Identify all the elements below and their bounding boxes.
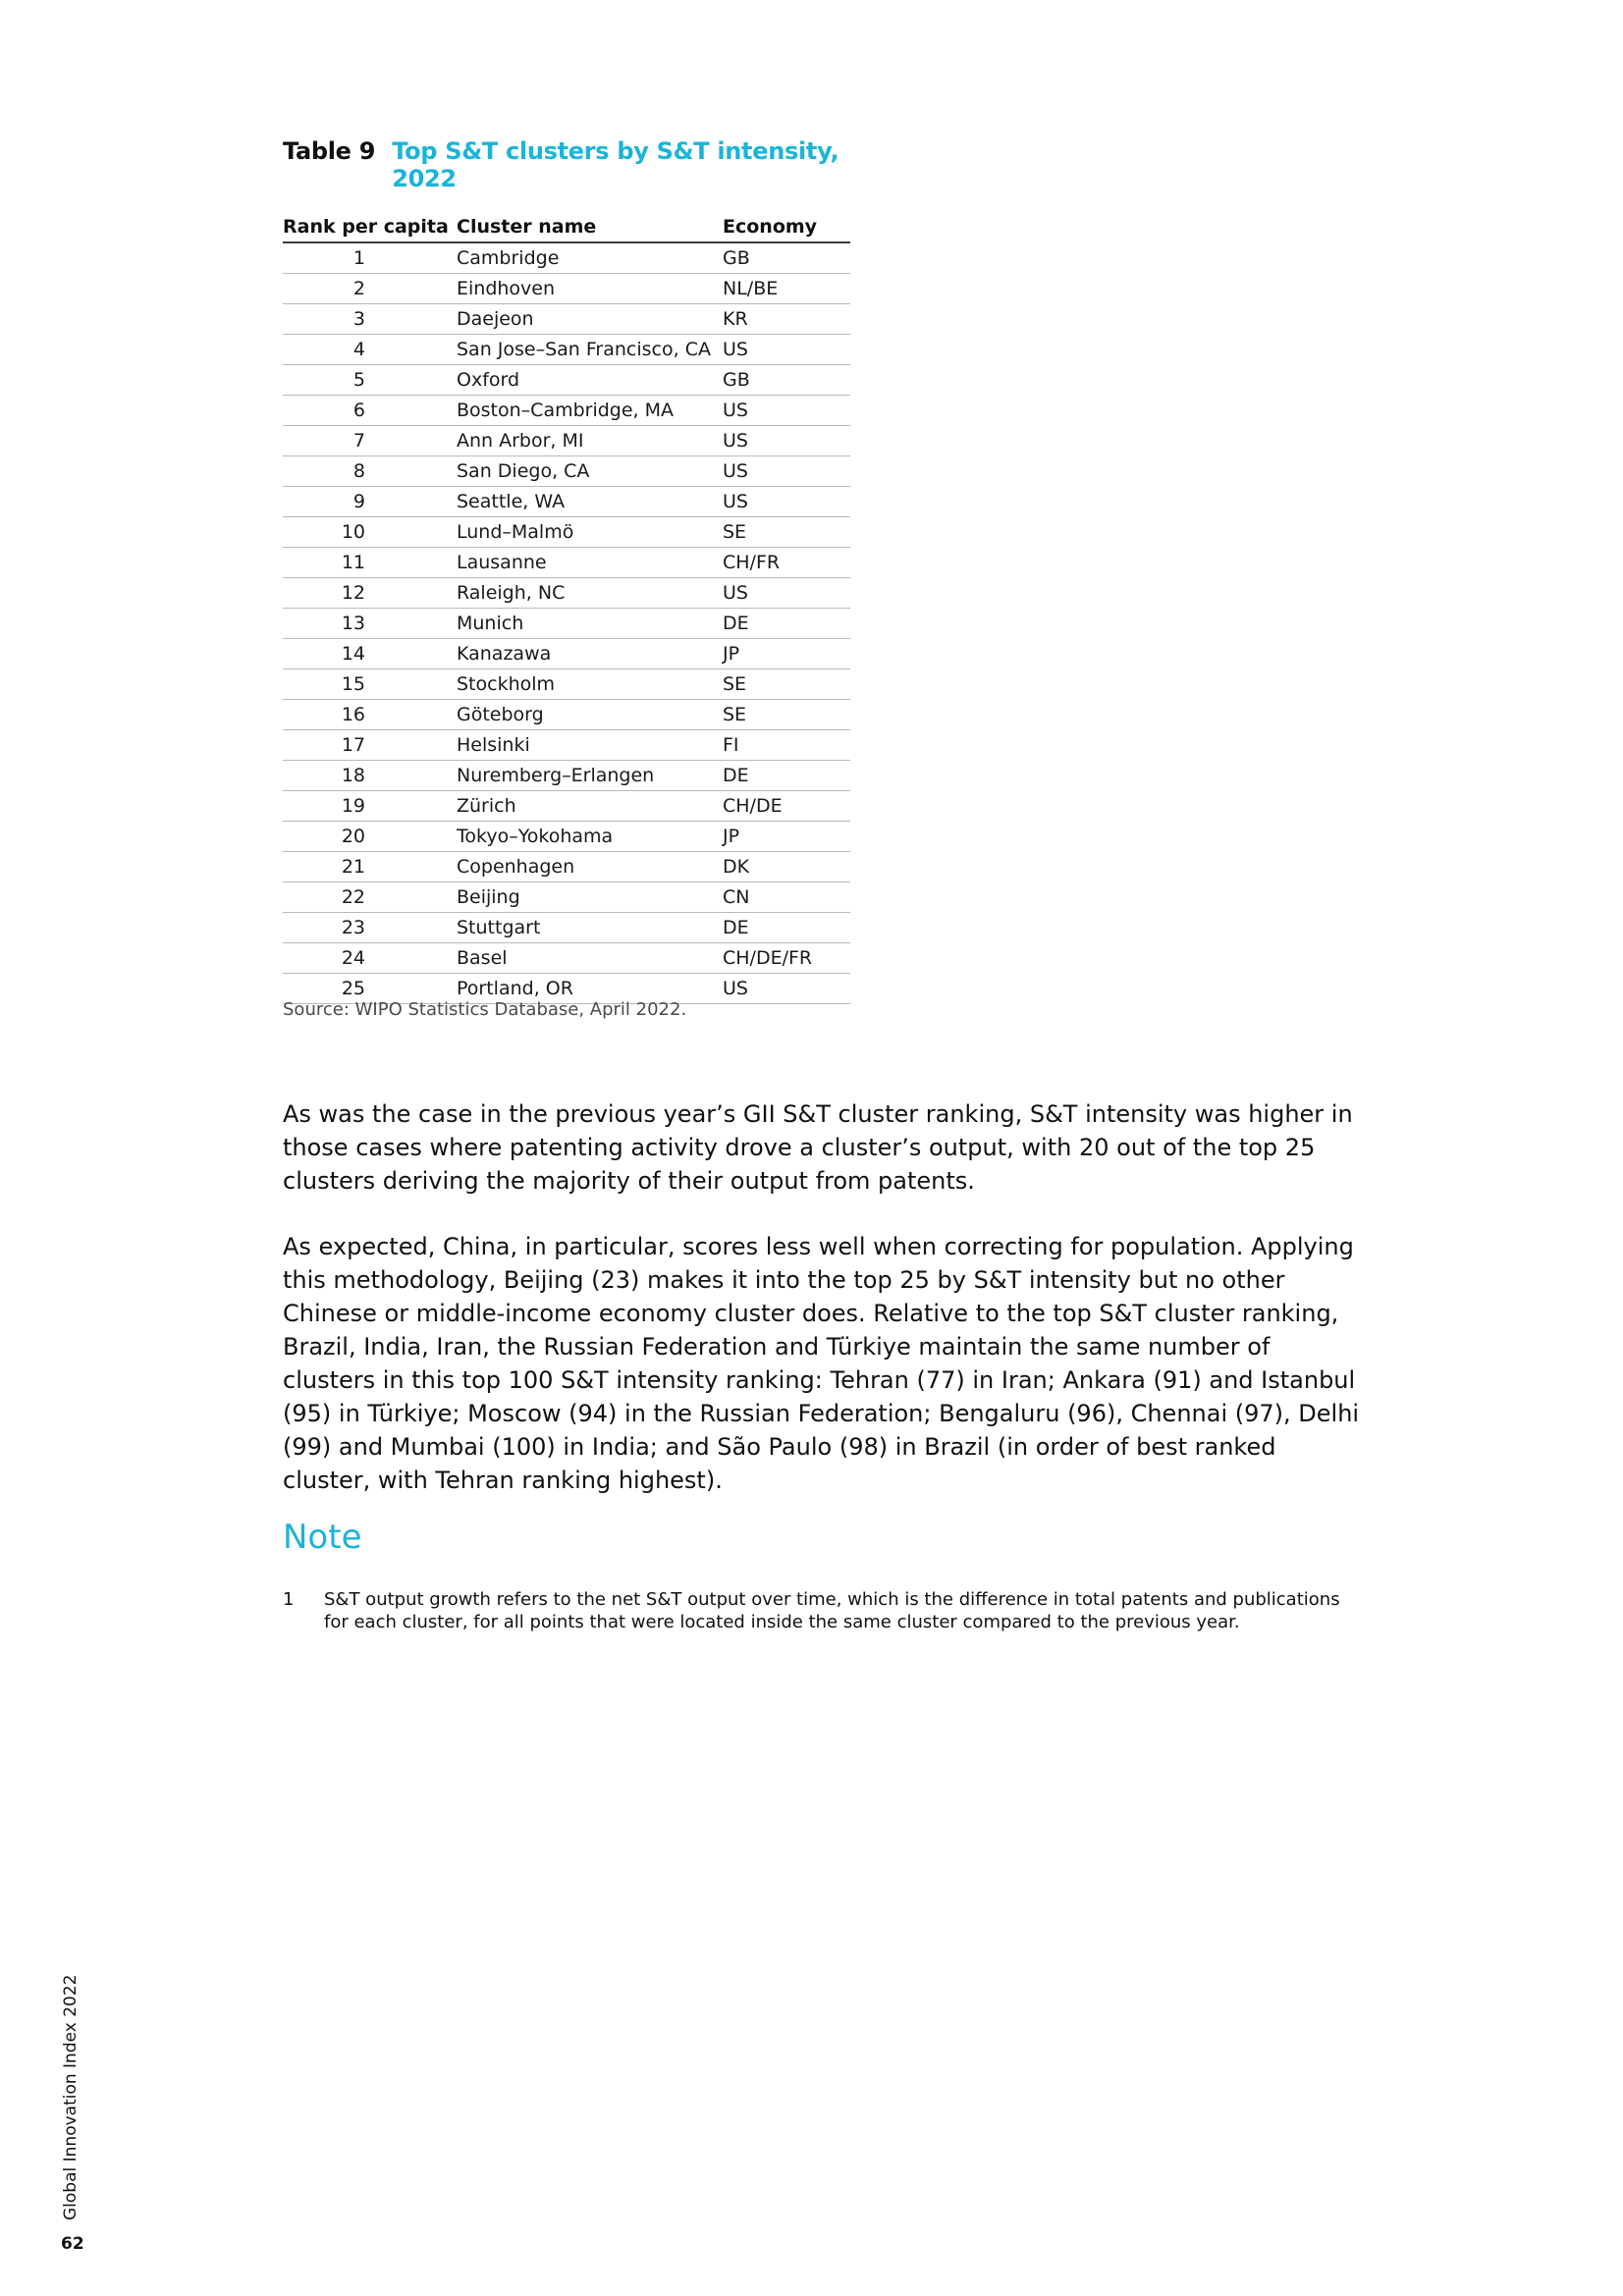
economy-cell: US (723, 396, 850, 426)
rank-cell: 25 (283, 974, 457, 1004)
cluster-name-cell: Zürich (457, 791, 723, 822)
rank-cell: 9 (283, 487, 457, 517)
table-row (283, 852, 850, 882)
table-row (283, 578, 850, 609)
rank-cell: 10 (283, 517, 457, 548)
economy-cell: CH/DE/FR (723, 943, 850, 974)
economy-cell: US (723, 578, 850, 609)
cluster-name-cell: Eindhoven (457, 274, 723, 304)
rank-cell: 16 (283, 700, 457, 730)
table-title: Top S&T clusters by S&T intensity, 2022 (392, 137, 839, 192)
rank-cell: 12 (283, 578, 457, 609)
economy-cell: GB (723, 365, 850, 396)
header-rank: Rank per capita (283, 214, 457, 242)
cluster-name-cell: Lausanne (457, 548, 723, 578)
rank-cell: 5 (283, 365, 457, 396)
cluster-name-cell: Seattle, WA (457, 487, 723, 517)
table-row (283, 822, 850, 852)
table-source: Source: WIPO Statistics Database, April 2022. (283, 999, 687, 1020)
rank-cell: 6 (283, 396, 457, 426)
table-row (283, 304, 850, 335)
table-row (283, 517, 850, 548)
table-header-row (283, 214, 850, 242)
table-body (283, 242, 850, 1004)
rank-cell: 18 (283, 761, 457, 791)
economy-cell: JP (723, 822, 850, 852)
table-row (283, 791, 850, 822)
rank-cell: 13 (283, 609, 457, 639)
cluster-name-cell: Basel (457, 943, 723, 974)
page-number: 62 (61, 2234, 84, 2254)
publication-title: Global Innovation Index 2022 (61, 1974, 81, 2220)
economy-cell: NL/BE (723, 274, 850, 304)
cluster-name-cell: San Diego, CA (457, 456, 723, 487)
table-row (283, 548, 850, 578)
header-cluster-name: Cluster name (457, 214, 723, 242)
table-row (283, 943, 850, 974)
table-block (283, 137, 850, 1004)
rank-cell: 3 (283, 304, 457, 335)
header-economy: Economy (723, 214, 850, 242)
table-row (283, 609, 850, 639)
table-row (283, 669, 850, 700)
cluster-name-cell: San Jose–San Francisco, CA (457, 335, 723, 365)
table-row (283, 365, 850, 396)
table-row (283, 639, 850, 669)
cluster-name-cell: Stuttgart (457, 913, 723, 943)
economy-cell: DK (723, 852, 850, 882)
table-label: Table 9 (283, 137, 376, 165)
cluster-name-cell: Boston–Cambridge, MA (457, 396, 723, 426)
cluster-name-cell: Cambridge (457, 242, 723, 274)
footnote (283, 1588, 1343, 1633)
cluster-name-cell: Stockholm (457, 669, 723, 700)
footnote-text: S&T output growth refers to the net S&T output over time, which is the difference in total patents and publications for each cluster, for all points that were located inside the same cluster compared to the previous year. (324, 1589, 1340, 1632)
economy-cell: CN (723, 882, 850, 913)
table-row (283, 700, 850, 730)
cluster-name-cell: Raleigh, NC (457, 578, 723, 609)
rank-cell: 14 (283, 639, 457, 669)
economy-cell: US (723, 487, 850, 517)
economy-cell: US (723, 335, 850, 365)
rank-cell: 7 (283, 426, 457, 456)
rank-cell: 19 (283, 791, 457, 822)
rank-cell: 2 (283, 274, 457, 304)
rank-cell: 23 (283, 913, 457, 943)
economy-cell: SE (723, 669, 850, 700)
table-row (283, 242, 850, 274)
economy-cell: FI (723, 730, 850, 761)
body-paragraph-1: As was the case in the previous year’s GII S&T cluster ranking, S&T intensity was higher in those cases where patenting activity drove a cluster’s output, with 20 out of the top 25 clusters deriving the majority of their output from patents. (283, 1100, 1353, 1195)
economy-cell: US (723, 426, 850, 456)
economy-cell: CH/DE (723, 791, 850, 822)
rank-cell: 20 (283, 822, 457, 852)
cluster-name-cell: Kanazawa (457, 639, 723, 669)
cluster-name-cell: Portland, OR (457, 974, 723, 1004)
economy-cell: GB (723, 242, 850, 274)
table-row (283, 396, 850, 426)
table-row (283, 487, 850, 517)
cluster-name-cell: Helsinki (457, 730, 723, 761)
rank-cell: 24 (283, 943, 457, 974)
rank-cell: 22 (283, 882, 457, 913)
table-row (283, 882, 850, 913)
economy-cell: DE (723, 761, 850, 791)
table-row (283, 335, 850, 365)
rank-cell: 8 (283, 456, 457, 487)
cluster-name-cell: Ann Arbor, MI (457, 426, 723, 456)
economy-cell: US (723, 456, 850, 487)
cluster-name-cell: Beijing (457, 882, 723, 913)
table-row (283, 456, 850, 487)
economy-cell: SE (723, 517, 850, 548)
cluster-name-cell: Munich (457, 609, 723, 639)
cluster-name-cell: Tokyo–Yokohama (457, 822, 723, 852)
note-heading: Note (283, 1518, 362, 1557)
footnote-number: 1 (283, 1589, 295, 1610)
economy-cell: JP (723, 639, 850, 669)
economy-cell: DE (723, 609, 850, 639)
body-paragraph-2: As expected, China, in particular, scores less well when correcting for population. Applying this methodology, Beijing (23) makes it into the top 25 by S&T intensity but no other Chinese or middle-income economy cluster does. Relative to the top S&T cluster ranking, Brazil, India, Iran, the Russian Federation and Türkiye maintain the same number of clusters in this top 100 S&T intensity ranking: Tehran (77) in Iran; Ankara (91) and Istanbul (95) in Türkiye; Moscow (94) in the Russian Federation; Bengaluru (96), Chennai (97), Delhi (99) and Mumbai (100) in India; and São Paulo (98) in Brazil (in order of best ranked cluster, with Tehran ranking highest). (283, 1233, 1360, 1494)
table-heading (283, 137, 850, 192)
rank-cell: 15 (283, 669, 457, 700)
table-row (283, 426, 850, 456)
economy-cell: CH/FR (723, 548, 850, 578)
cluster-name-cell: Daejeon (457, 304, 723, 335)
cluster-name-cell: Oxford (457, 365, 723, 396)
rank-cell: 17 (283, 730, 457, 761)
table-row (283, 761, 850, 791)
rank-cell: 11 (283, 548, 457, 578)
clusters-table (283, 214, 850, 1004)
rank-cell: 21 (283, 852, 457, 882)
rank-cell: 4 (283, 335, 457, 365)
economy-cell: KR (723, 304, 850, 335)
economy-cell: DE (723, 913, 850, 943)
cluster-name-cell: Copenhagen (457, 852, 723, 882)
table-row (283, 913, 850, 943)
cluster-name-cell: Göteborg (457, 700, 723, 730)
cluster-name-cell: Nuremberg–Erlangen (457, 761, 723, 791)
table-row (283, 274, 850, 304)
economy-cell: SE (723, 700, 850, 730)
rank-cell: 1 (283, 242, 457, 274)
cluster-name-cell: Lund–Malmö (457, 517, 723, 548)
economy-cell: US (723, 974, 850, 1004)
table-row (283, 730, 850, 761)
